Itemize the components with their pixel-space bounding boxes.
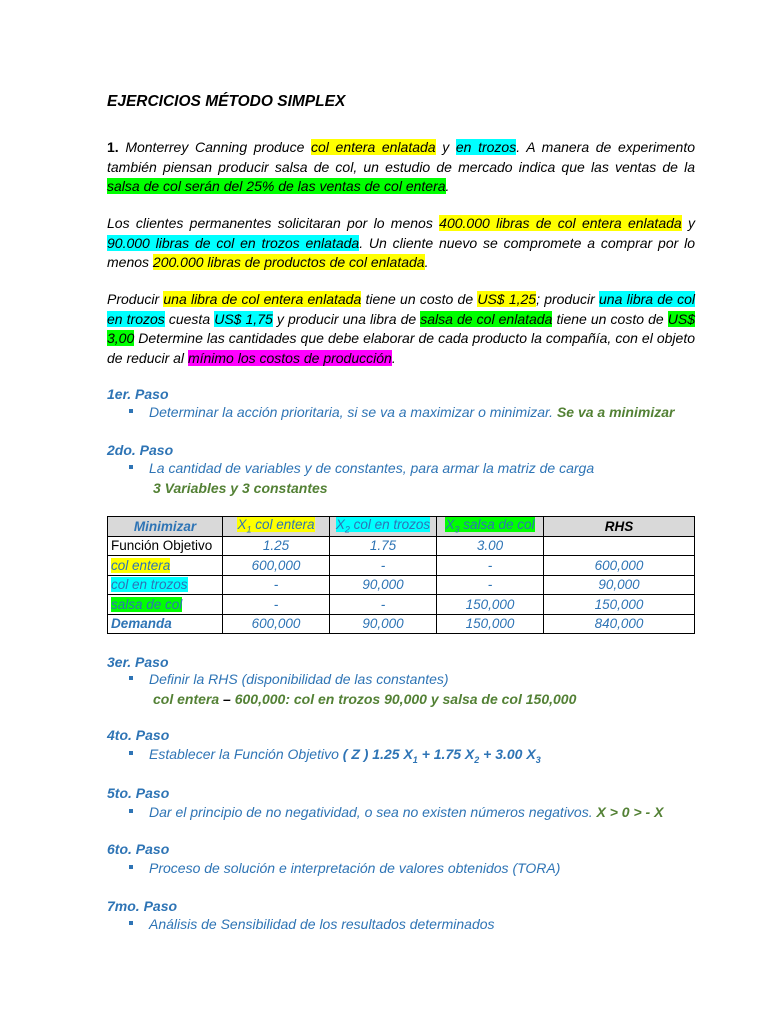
answer: X > 0 > - X (596, 804, 664, 820)
text: La cantidad de variables y de constantes, para armar la matriz de carga (149, 460, 595, 476)
subscript: 1 (412, 754, 418, 765)
highlight: 200.000 libras de productos de col enlatada (152, 254, 425, 271)
text: ; producir (536, 291, 600, 307)
highlight: US$ 1,75 (214, 310, 273, 327)
text: Proceso de solución e interpretación de valores obtenidos (TORA) (149, 860, 561, 876)
table-cell: 3.00 (437, 536, 544, 556)
bullet-icon (129, 865, 133, 869)
highlight: salsa de col (111, 596, 183, 612)
text: y (435, 139, 456, 155)
highlight: mínimo los costos de producción (187, 349, 392, 366)
table-cell: 150,000 (544, 595, 695, 615)
step-5-title: 5to. Paso (107, 785, 170, 801)
table-cell: 90,000 (544, 575, 695, 595)
highlight: en trozos (455, 139, 517, 155)
text: . A manera de experimento también piensan producir salsa de col, un estudio de mercado indica que las ventas de la (107, 139, 696, 175)
highlight: col entera (111, 557, 171, 573)
header-x3 (437, 517, 544, 537)
highlight (335, 517, 431, 536)
highlight: salsa de col enlatada (420, 310, 553, 327)
step-1-title: 1er. Paso (107, 386, 169, 402)
highlight: salsa de col serán del 25% de las ventas de col entera (107, 178, 446, 195)
table-cell: 1.25 (223, 536, 330, 556)
table-cell: 840,000 (544, 614, 695, 634)
highlight: col en trozos (111, 577, 188, 593)
table-cell: - (437, 575, 544, 595)
text: Determine las cantidades que debe elaborar de cada producto la compañía, con el objeto de reducir al (107, 330, 695, 366)
highlight (445, 517, 535, 536)
text: Establecer la Función Objetivo (149, 746, 343, 762)
text: y (681, 215, 696, 231)
row-label (108, 575, 223, 595)
text: col entera (251, 517, 315, 533)
table-cell: 1.75 (330, 536, 437, 556)
text: Determinar la acción prioritaria, si se va a maximizar o minimizar. (149, 404, 557, 420)
table-cell: 600,000 (544, 556, 695, 576)
paragraph-1 (107, 138, 695, 197)
bullet-icon (129, 809, 133, 813)
bullet-icon (129, 676, 133, 680)
text: Dar el principio de no negatividad, o sea no existen números negativos. (149, 804, 597, 820)
exercise-number: 1. (107, 139, 119, 155)
table-row (108, 595, 695, 615)
bullet-icon (129, 465, 133, 469)
bullet-icon (129, 409, 133, 413)
paragraph-3 (107, 290, 695, 368)
subscript: 3 (454, 525, 460, 536)
subscript: 3 (535, 754, 541, 765)
table-cell: - (223, 575, 330, 595)
answer: Se va a minimizar (556, 404, 675, 420)
bullet-icon (129, 921, 133, 925)
table-cell: 600,000 (223, 614, 330, 634)
step-7-bullet (129, 916, 495, 932)
text: . (445, 178, 450, 195)
text: . (424, 254, 429, 271)
text: Definir la RHS (disponibilidad de las constantes) (149, 671, 449, 687)
text: tiene un costo de (552, 310, 668, 327)
text: col entera (153, 691, 224, 707)
step-3-title: 3er. Paso (107, 654, 169, 670)
table-row (108, 614, 695, 634)
highlight: una libra de col en trozos (107, 291, 695, 327)
subscript: 1 (246, 525, 252, 536)
text: X (237, 517, 247, 533)
table-cell: 150,000 (437, 595, 544, 615)
highlight: US$ 3,00 (107, 310, 695, 347)
text: y producir una libra de (272, 310, 421, 327)
text: X (335, 517, 345, 533)
table-cell: 600,000 (223, 556, 330, 576)
step-2-bullet (129, 460, 594, 476)
step-1-bullet (129, 404, 674, 420)
bullet-icon (129, 751, 133, 755)
table-cell: 90,000 (330, 575, 437, 595)
row-label: Función Objetivo (108, 536, 223, 556)
step-4-title: 4to. Paso (107, 727, 170, 743)
subscript: 2 (344, 525, 350, 536)
step-2-title: 2do. Paso (107, 442, 174, 458)
text: ( Z ) 1.25 X (342, 746, 413, 762)
table-cell: - (330, 595, 437, 615)
step-3-answer (153, 691, 576, 707)
step-6-bullet (129, 860, 560, 876)
text: Producir (107, 291, 164, 307)
text: cuesta (164, 310, 215, 327)
text: tiene un costo de (361, 291, 478, 307)
header-minimizar: Minimizar (108, 517, 223, 537)
text: Los clientes permanentes solicitaran por lo menos (107, 215, 440, 231)
table-cell: 150,000 (437, 614, 544, 634)
step-2-answer: 3 Variables y 3 constantes (153, 480, 328, 496)
header-x1 (223, 517, 330, 537)
step-7-title: 7mo. Paso (107, 898, 178, 914)
text: Análisis de Sensibilidad de los resultados determinados (149, 916, 495, 932)
table-cell (544, 536, 695, 556)
table-cell: 90,000 (330, 614, 437, 634)
header-x2 (330, 517, 437, 537)
highlight: col entera enlatada (311, 139, 436, 155)
text: X (445, 517, 455, 533)
highlight (237, 517, 315, 536)
table-row (108, 575, 695, 595)
subscript: 2 (474, 754, 480, 765)
highlight: US$ 1,25 (477, 291, 537, 307)
text: . (391, 349, 396, 366)
simplex-table (107, 516, 695, 634)
text: Monterrey Canning produce (118, 139, 311, 155)
table-row (108, 536, 695, 556)
highlight: 90.000 libras de col en trozos enlatada (107, 234, 360, 251)
table-cell: - (330, 556, 437, 576)
step-4-bullet (129, 746, 541, 765)
step-6-title: 6to. Paso (107, 841, 170, 857)
document-title: EJERCICIOS MÉTODO SIMPLEX (107, 93, 346, 110)
highlight: 400.000 libras de col entera enlatada (439, 215, 682, 231)
text: col en trozos (349, 517, 431, 533)
text: – (223, 691, 235, 707)
table-header-row (108, 517, 695, 537)
highlight: una libra de col entera enlatada (163, 291, 362, 307)
row-label (108, 556, 223, 576)
row-label: Demanda (108, 614, 223, 634)
row-label (108, 595, 223, 615)
text: . Un cliente nuevo se compromete a comprar por lo menos (107, 234, 696, 271)
table-cell: - (437, 556, 544, 576)
step-3-bullet (129, 671, 449, 687)
table-cell: - (223, 595, 330, 615)
paragraph-2 (107, 214, 695, 273)
header-rhs: RHS (544, 517, 695, 537)
text: 600,000: col en trozos 90,000 y salsa de col 150,000 (234, 691, 577, 707)
text: + 3.00 X (479, 746, 536, 762)
table-row (108, 556, 695, 576)
step-5-bullet (129, 804, 663, 820)
text: + 1.75 X (417, 746, 475, 762)
formula (342, 746, 541, 765)
text: salsa de col (459, 517, 535, 533)
